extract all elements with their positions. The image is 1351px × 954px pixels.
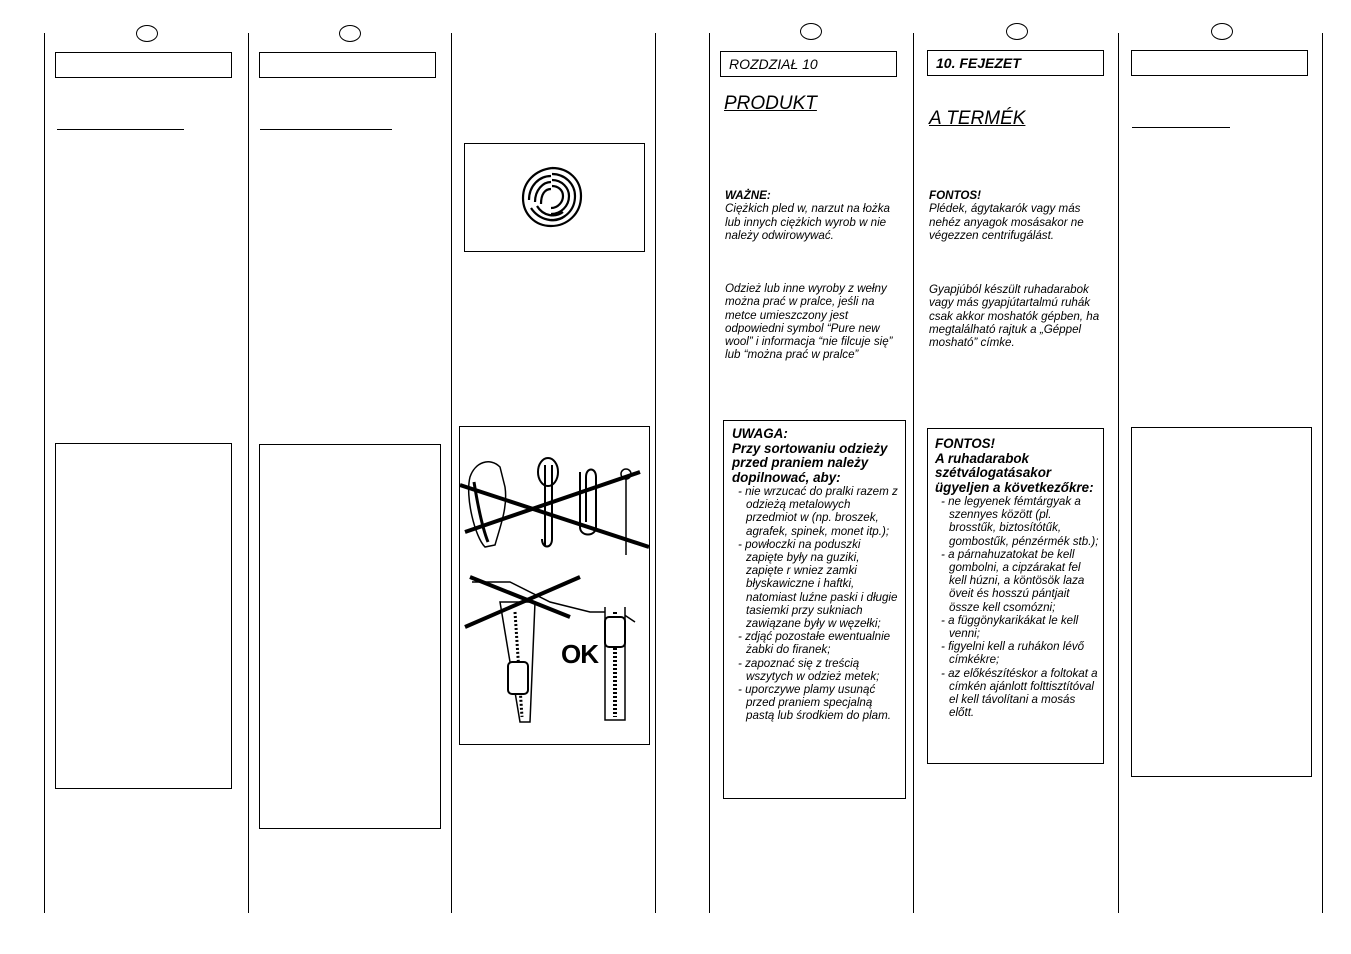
column-divider [1118,33,1119,913]
important-label: WAŻNE: [725,189,771,202]
title-underline [57,129,184,130]
chapter-header-box [927,50,1104,76]
warning-box [723,420,906,799]
column-divider [44,33,45,913]
important-text: Ciężkich pled w, narzut na łożka lub innych ciężkich wyrob w nie należy odwirowywać. [725,202,890,242]
chapter-header-box [720,51,897,77]
chapter-label: 10. FEJEZET [936,55,1021,71]
chapter-header-box [55,52,232,78]
title-underline [1132,127,1230,128]
warning-box [55,443,232,789]
sorting-figure [459,426,650,745]
warning-item: - a függönykarikákat le kell venni; [941,613,1079,641]
wool-paragraph: Odzież lub inne wyroby z wełny można prać w pralce, jeśli na metce umieszczony jest odpowiedni symbol “Pure new wool” i informacja “nie filcuje się” lub “można prać w pralce” [725,282,893,362]
column-divider [655,33,656,913]
warning-content [935,437,1101,719]
warning-item: - powłoczki na poduszki zapięte były na guziki, zapięte r wniez zamki błyskawiczne i haftki, natomiast luźne paski i długie tasiemki przy sukniach zawiązane były w węzełki; [738,537,898,631]
chapter-label: ROZDZIAŁ 10 [729,56,818,72]
column-divider [1322,33,1323,913]
wool-paragraph: Gyapjúból készült ruhadarabok vagy más gyapjútartalmú ruhák csak akkor moshatók gépben, ha megtalálható rajtuk a „Géppel mosható” címke. [929,283,1100,350]
wool-mark-figure [464,143,645,252]
important-text: Plédek, ágytakarók vagy más nehéz anyagok mosásakor ne végezzen centrifugálást. [929,202,1084,242]
warning-item: - zapoznać się z treścią wszytych w odzież metek; [738,656,880,683]
warning-heading: FONTOS! A ruhadarabok szétválogatásakor ügyeljen a következőkre: [935,436,1094,495]
language-marker [1211,23,1233,40]
warning-item: - uporczywe plamy usunąć przed praniem specjalną pastą lub środkiem do plam. [738,683,891,723]
important-note [725,189,903,242]
wool-mark-icon [517,162,587,232]
warning-content [732,427,900,723]
warning-item: - nie wrzucać do pralki razem z odzieżą metalowych przedmiot w (np. broszek, agrafek, spinek, monet itp.); [738,485,898,538]
warning-heading: UWAGA: Przy sortowaniu odzieży przed praniem należy dopilnować, aby: [732,426,888,485]
warning-item: - figyelni kell a ruhákon lévő címkékre; [941,640,1085,667]
warning-box [1131,427,1312,777]
zipper-icon [460,572,649,732]
zipper-ok-label: OK [561,639,598,669]
chapter-header-box [1131,50,1308,76]
important-label: FONTOS! [929,189,981,202]
language-marker [1006,23,1028,40]
column-divider [709,33,710,913]
title-underline [260,129,392,130]
warning-box [259,444,441,829]
language-marker [800,23,822,40]
chapter-header-box [259,52,436,78]
column-divider [451,33,452,913]
language-marker [136,25,158,42]
column-divider [248,33,249,913]
warning-item: - ne legyenek fémtárgyak a szennyes között (pl. brosstűk, biztosítótűk, gombostűk, pénzérmék stb.); [941,495,1099,548]
column-divider [913,33,914,913]
warning-item: - az előkészítéskor a foltokat a címkén ajánlott folttisztítóval el kell távolítani a mosás előtt. [941,666,1098,720]
warning-item: - zdjąć pozostałe ewentualnie żabki do firanek; [738,630,891,657]
sharp-objects-crossed-icon [460,427,649,567]
page-title: PRODUKT [724,93,817,114]
important-note [929,189,1109,242]
page-title: A TERMÉK [929,108,1026,129]
warning-box [927,428,1104,764]
warning-item: - a párnahuzatokat be kell gombolni, a cipzárakat fel kell húzni, a köntösök laza öveit és hosszú pántjait össze kell csomózni; [941,547,1085,614]
language-marker [339,25,361,42]
